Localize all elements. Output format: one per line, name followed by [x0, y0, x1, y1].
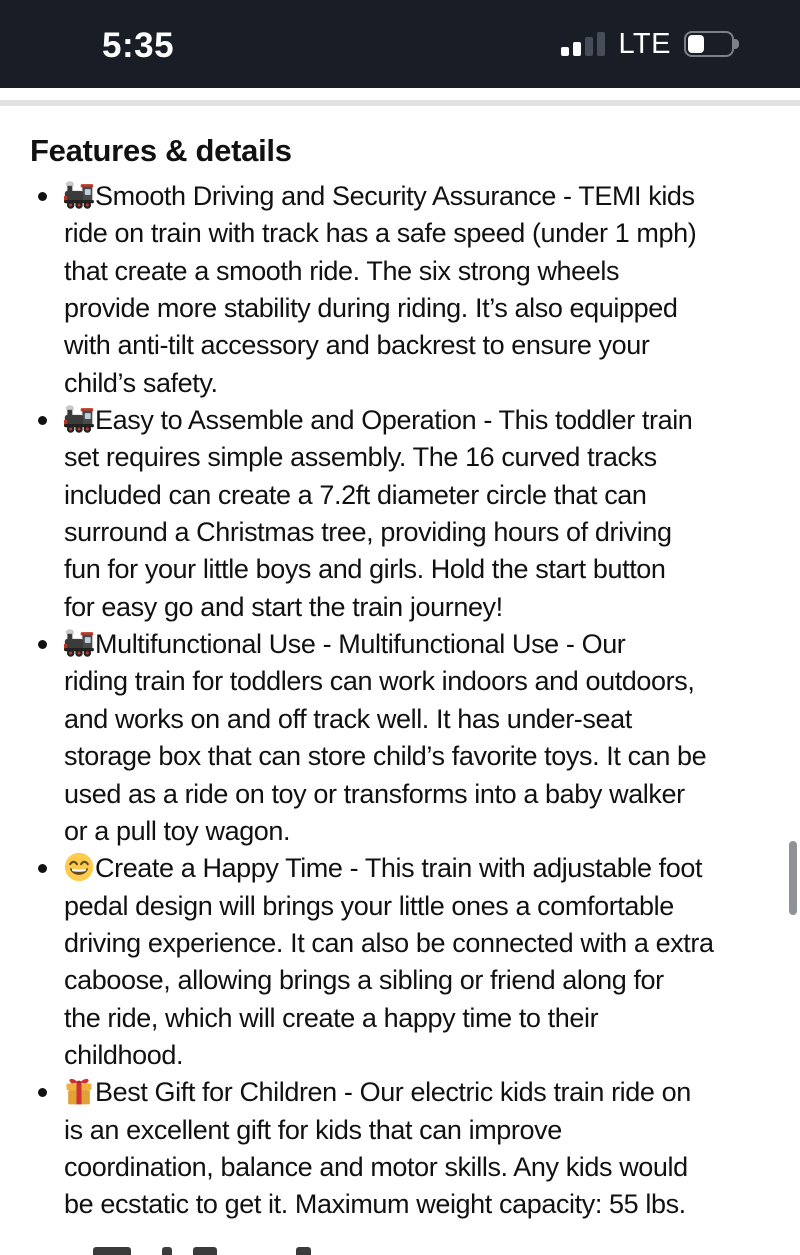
bullet-text-line: and works on and off track well. It has under-seat [64, 703, 632, 734]
bullet-text-line: be ecstatic to get it. Maximum weight capacity: 55 lbs. [64, 1189, 686, 1220]
bullet-text-line: coordination, balance and motor skills. Any kids would [64, 1151, 688, 1182]
bullet-text-line: riding train for toddlers can work indoors and outdoors, [64, 666, 695, 697]
clock-time: 5:35 [102, 26, 175, 65]
bullet-text-line: Best Gift for Children - Our electric kids train ride on [64, 1074, 770, 1111]
bullet-text-line: Easy to Assemble and Operation - This toddler train [64, 402, 770, 439]
feature-bullet [30, 850, 770, 1074]
bullet-text-line: child’s safety. [64, 367, 218, 398]
bullet-text-line: is an excellent gift for kids that can improve [64, 1114, 562, 1145]
steam-locomotive-emoji [64, 628, 94, 658]
steam-locomotive-emoji [64, 180, 94, 210]
network-type-label: LTE [618, 27, 671, 60]
bullet-text-line: fun for your little boys and girls. Hold the start button [64, 554, 666, 585]
battery-icon [684, 31, 742, 57]
feature-bullet [30, 626, 770, 850]
bullet-text-line: with anti-tilt accessory and backrest to ensure your [64, 330, 650, 361]
features-heading: Features & details [30, 133, 292, 168]
bullet-dot [38, 640, 47, 649]
bullet-text-line: Create a Happy Time - This train with adjustable foot [64, 850, 770, 887]
top-white-gap [0, 88, 800, 100]
bullet-text-line: storage box that can store child’s favorite toys. It can be [64, 741, 707, 772]
bullet-text-line: driving experience. It can also be connected with a extra [64, 927, 714, 958]
bullet-text-line: for easy go and start the train journey! [64, 591, 503, 622]
bullet-text-line: included can create a 7.2ft diameter circle that can [64, 479, 647, 510]
features-list [30, 178, 770, 1224]
bullet-text-line: provide more stability during riding. It’s also equipped [64, 293, 678, 324]
status-bar-right [561, 0, 742, 88]
bullet-text-line: Multifunctional Use - Multifunctional Use - Our [64, 626, 770, 663]
steam-locomotive-emoji [64, 404, 94, 434]
bullet-text-line: the ride, which will create a happy time to their [64, 1002, 599, 1033]
bullet-text-line: pedal design will brings your little ones a comfortable [64, 890, 674, 921]
features-section [0, 133, 800, 1224]
bullet-text-line: surround a Christmas tree, providing hours of driving [64, 517, 672, 548]
bullet-dot [38, 864, 47, 873]
bullet-dot [38, 192, 47, 201]
feature-bullet [30, 1074, 770, 1223]
bullet-text-line: childhood. [64, 1039, 184, 1070]
bullet-text-line: or a pull toy wagon. [64, 815, 291, 846]
grinning-face-emoji [64, 852, 94, 882]
feature-bullet [30, 402, 770, 626]
truncated-next-line [0, 1247, 800, 1255]
status-bar [0, 0, 800, 88]
bullet-text-line: caboose, allowing brings a sibling or friend along for [64, 965, 664, 996]
scrollbar-thumb[interactable] [789, 841, 797, 915]
feature-bullet [30, 178, 770, 402]
bullet-text-line: set requires simple assembly. The 16 curved tracks [64, 442, 657, 473]
bullet-dot [38, 416, 47, 425]
bullet-text-line: Smooth Driving and Security Assurance - TEMI kids [64, 178, 770, 215]
bullet-dot [38, 1088, 47, 1097]
bullet-text-line: ride on train with track has a safe speed (under 1 mph) [64, 218, 697, 249]
cellular-signal-icon [561, 32, 605, 56]
bullet-text-line: that create a smooth ride. The six strong wheels [64, 255, 620, 286]
bullet-text-line: used as a ride on toy or transforms into a baby walker [64, 778, 685, 809]
section-divider [0, 100, 800, 106]
wrapped-gift-emoji [64, 1076, 94, 1106]
